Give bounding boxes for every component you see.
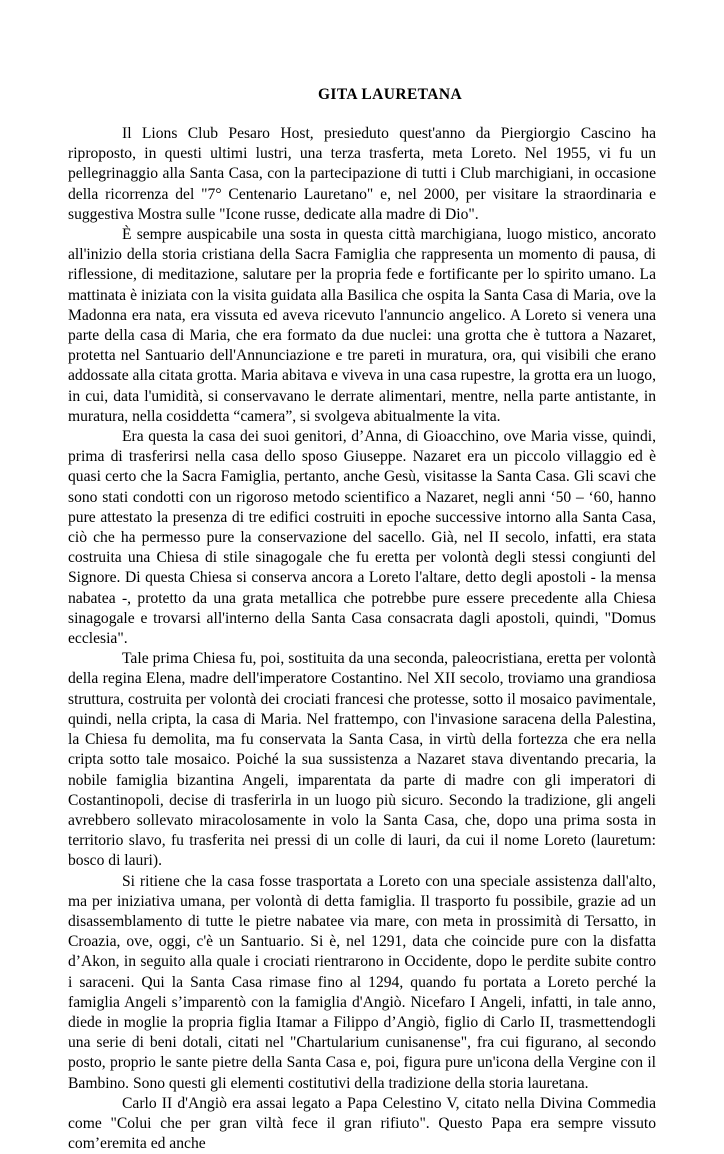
paragraph: Si ritiene che la casa fosse trasportata a Loreto con una speciale assistenza dall'alto, ma per iniziativa umana, per volontà di detta famiglia. Il trasporto fu possibile, grazie ad un disassemblamento di tutte le pietre nabatee via mare, con meta in prossimità di Tersatto, in Croazia, ove, oggi, c'è un Santuario. Si è, nel 1291, data che coincide pure con la disfatta d’Akon, in seguito alla quale i crociati rientrarono in Occidente, dopo le perdite subite contro i saraceni. Qui la Santa Casa rimase fino al 1294, quando fu portata a Loreto perché la famiglia Angeli s’imparentò con la famiglia d'Angiò. Nicefaro I Angeli, infatti, in tale anno, diede in moglie la propria figlia Itamar a Filippo d’Angiò, figlio di Carlo II, trasmettendogli una serie di beni dotali, citati nel "Chartularium cunisanense", fra cui figurano, al secondo posto, proprio le sante pietre della Santa Casa e, poi, figura pure un'icona della Vergine con il Bambino. Sono questi gli elementi costitutivi della tradizione della storia lauretana. (68, 872, 656, 1092)
document-body (68, 124, 656, 1154)
page-title: GITA LAURETANA (317, 86, 463, 103)
paragraph: Il Lions Club Pesaro Host, presieduto quest'anno da Piergiorgio Cascino ha riproposto, in questi ultimi lustri, una terza trasferta, meta Loreto. Nel 1955, vi fu un pellegrinaggio alla Santa Casa, con la partecipazione di tutti i Club marchigiani, in occasione della ricorrenza del "7° Centenario Lauretano" e, nel 2000, per visitare la straordinaria e suggestiva Mostra sulle "Icone russe, dedicate alla madre di Dio". (68, 125, 656, 223)
paragraph: Tale prima Chiesa fu, poi, sostituita da una seconda, paleocristiana, eretta per volontà della regina Elena, madre dell'imperatore Costantino. Nel XII secolo, troviamo una grandiosa struttura, costruita per volontà dei crociati francesi che protesse, sotto il mosaico pavimentale, quindi, nella cripta, la casa di Maria. Nel frattempo, con l'invasione saracena della Palestina, la Chiesa fu demolita, ma fu conservata la Santa Casa, in virtù della fortezza che era nella cripta sotto tale mosaico. Poiché la sua sussistenza a Nazaret stava diventando precaria, la nobile famiglia bizantina Angeli, imparentata da parte di madre con gli imperatori di Costantinopoli, decise di trasferirla in un luogo più sicuro. Secondo la tradizione, gli angeli avrebbero sollevato miracolosamente in volo la Santa Casa, che, dopo una prima sosta in territorio slavo, fu trasferita nei pressi di un colle di lauri, da cui il nome Loreto (lauretum: bosco di lauri). (68, 650, 656, 870)
paragraph: È sempre auspicabile una sosta in questa città marchigiana, luogo mistico, ancorato all'inizio della storia cristiana della Sacra Famiglia che rappresenta un momento di pausa, di riflessione, di meditazione, salutare per la propria fede e fortificante per lo spirito umano. La mattinata è iniziata con la visita guidata alla Basilica che ospita la Santa Casa di Maria, ove la Madonna era nata, era vissuta ed aveva ricevuto l'annuncio angelico. A Loreto si venera una parte della casa di Maria, che era formato da due nuclei: una grotta che è tuttora a Nazaret, protetta nel Santuario dell'Annunciazione e tre pareti in muratura, ora, qui visibili che erano addossate alla citata grotta. Maria abitava e viveva in una casa rupestre, la grotta era un luogo, in cui, data l'umidità, si conservavano le derrate alimentari, mentre, nella parte antistante, in muratura, nella cosiddetta “camera”, si svolgeva abitualmente la vita. (68, 226, 656, 425)
paragraph: Carlo II d'Angiò era assai legato a Papa Celestino V, citato nella Divina Commedia come "Colui che per gran viltà fece il gran rifiuto". Questo Papa era sempre vissuto com’eremita ed anche (68, 1094, 656, 1153)
paragraph: Era questa la casa dei suoi genitori, d’Anna, di Gioacchino, ove Maria visse, quindi, prima di trasferirsi nella casa dello sposo Giuseppe. Nazaret era un piccolo villaggio ed è quasi certo che la Sacra Famiglia, pertanto, anche Gesù, visitasse la Santa Casa. Gli scavi che sono stati condotti con un rigoroso metodo scientifico a Nazaret, negli anni ‘50 – ‘60, hanno pure attestato la presenza di tre edifici costruiti in epoche successive intorno alla Santa Casa, ciò che ha permesso pure la conservazione del sacello. Già, nel II secolo, infatti, era stata costruita una Chiesa di stile sinagogale che fu eretta per volontà degli stessi congiunti del Signore. Di questa Chiesa si conserva ancora a Loreto l'altare, detto degli apostoli - la mensa nabatea -, protetto da una grata metallica che potrebbe pure essere precedente alla Chiesa sinagogale e trovarsi all'interno della Santa Casa consacrata dagli apostoli, quindi, "Domus ecclesia". (68, 428, 656, 648)
